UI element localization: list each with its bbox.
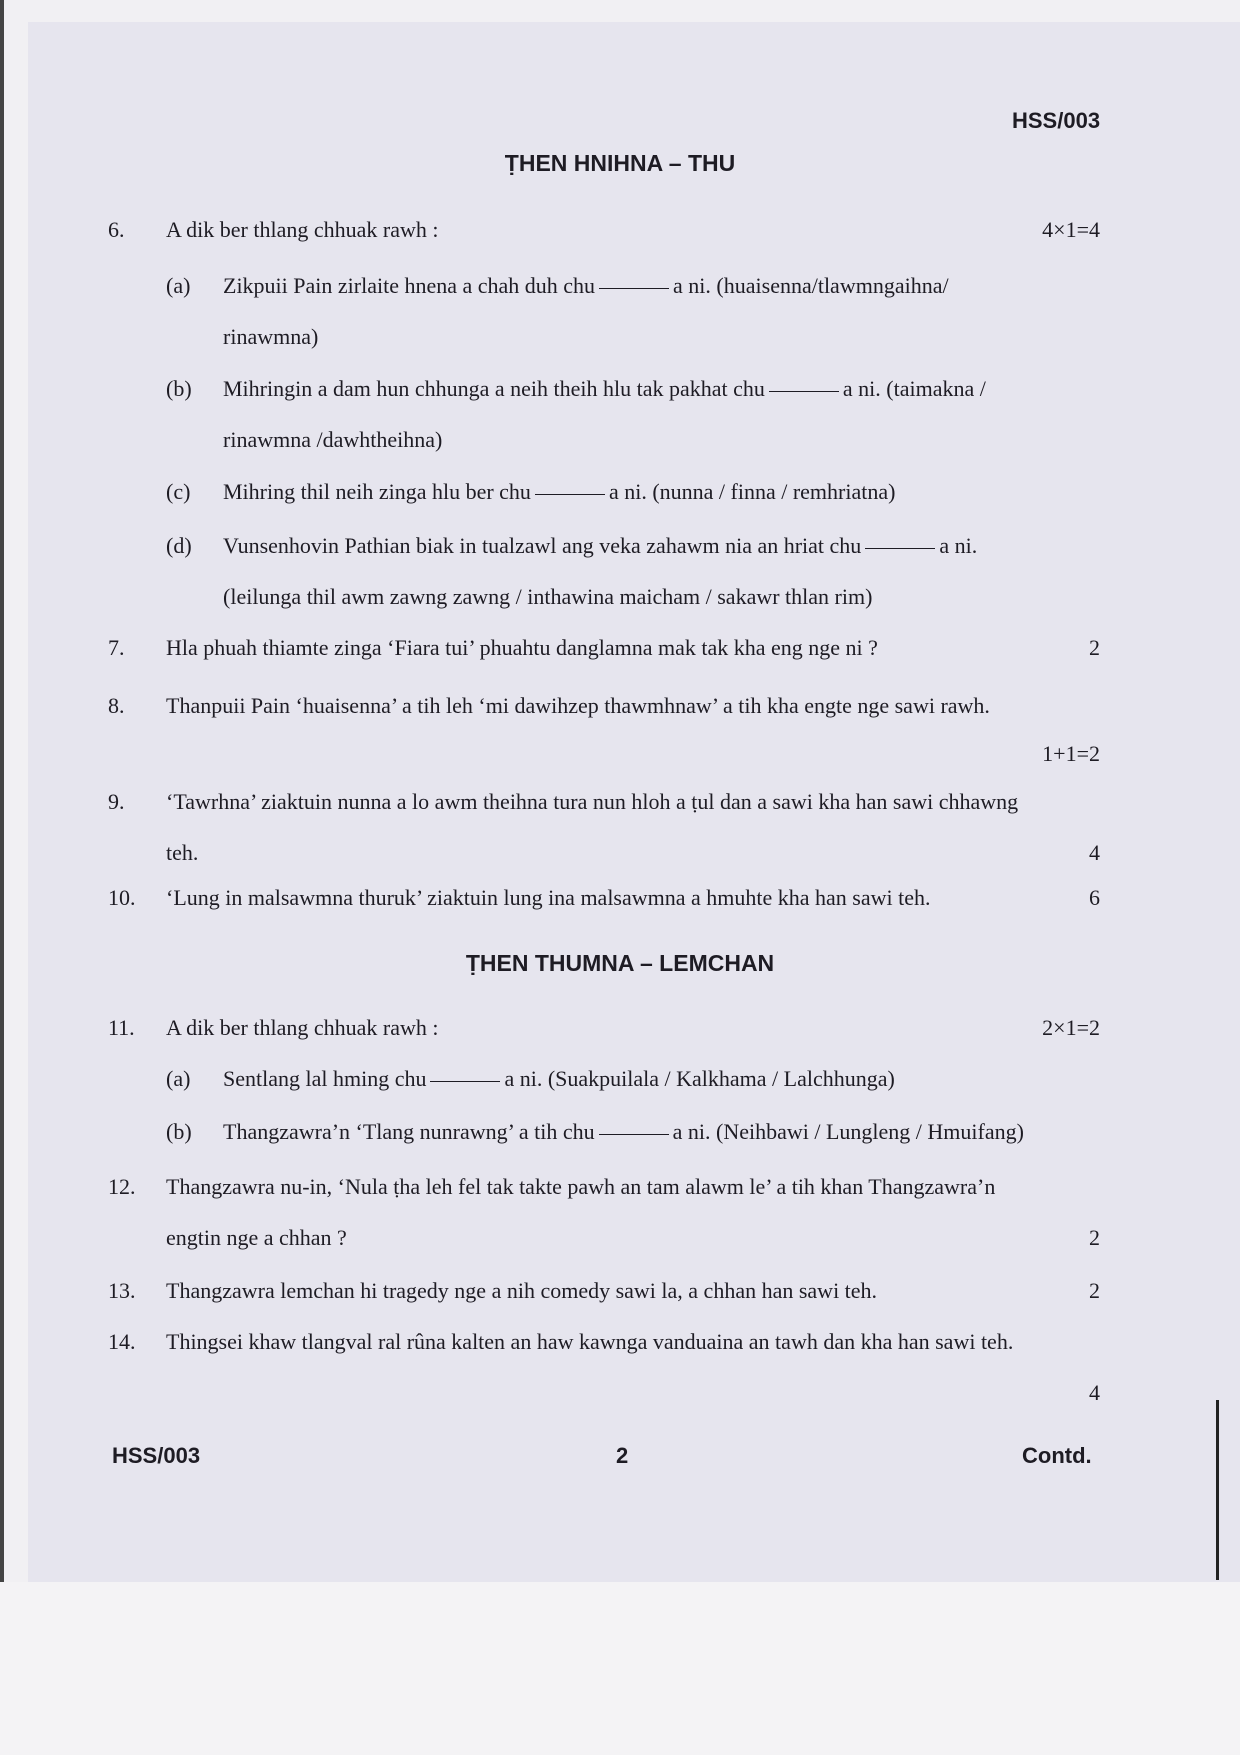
question-9 — [0, 776, 1240, 878]
question-number: 12. — [108, 1174, 136, 1199]
question-number: 9. — [108, 789, 125, 814]
question-marks: 2×1=2 — [1042, 1015, 1100, 1040]
sub-text: Vunsenhovin Pathian biak in tualzawl ang veka zahawm nia an hriat chu a ni. (leilunga thil awm zawng zawng / inthawina maicham / sakawr thlan rim) — [223, 533, 978, 609]
footer-page-number: 2 — [616, 1443, 629, 1468]
question-marks: 4×1=4 — [1042, 217, 1100, 242]
sub-text: Mihring thil neih zinga hlu ber chu a ni. (nunna / finna / remhriatna) — [223, 479, 896, 504]
question-text: ‘Tawrhna’ ziaktuin nunna a lo awm theihna tura nun hloh a ṭul dan a sawi kha han sawi chhawng teh. — [166, 789, 1019, 865]
question-text: Thangzawra lemchan hi tragedy nge a nih comedy sawi la, a chhan han sawi teh. — [166, 1278, 878, 1303]
question-number: 7. — [108, 635, 125, 660]
sub-label: (d) — [166, 533, 192, 558]
question-text: Thanpuii Pain ‘huaisenna’ a tih leh ‘mi dawihzep thawmhnaw’ a tih kha engte nge sawi rawh. — [166, 693, 990, 718]
sub-label: (b) — [166, 376, 192, 401]
question-10 — [0, 872, 1240, 923]
sub-text: Mihringin a dam hun chhunga a neih theih hlu tak pakhat chu a ni. (taimakna / rinawmna /dawhtheihna) — [223, 376, 986, 452]
question-marks: 4 — [1089, 840, 1100, 865]
question-11 — [0, 1002, 1240, 1053]
question-marks: 6 — [1089, 885, 1100, 910]
answer-blank — [535, 493, 605, 495]
section-title-then-thumna: ṬHEN THUMNA – LEMCHAN — [465, 950, 775, 976]
section-title-then-hnihna: ṬHEN HNIHNA – THU — [504, 150, 736, 176]
answer-blank — [599, 287, 669, 289]
question-12 — [0, 1161, 1240, 1263]
question-marks: 4 — [1089, 1380, 1100, 1405]
question-text: A dik ber thlang chhuak rawh : — [166, 217, 439, 242]
question-7 — [0, 622, 1240, 673]
sub-text: Thangzawra’n ‘Tlang nunrawng’ a tih chu a ni. (Neihbawi / Lungleng / Hmuifang) — [223, 1119, 1024, 1144]
answer-blank — [430, 1080, 500, 1082]
question-marks: 2 — [1089, 1225, 1100, 1250]
question-number: 6. — [108, 217, 125, 242]
footer-paper-code: HSS/003 — [112, 1443, 201, 1468]
question-number: 13. — [108, 1278, 136, 1303]
sub-label: (a) — [166, 273, 191, 298]
sub-label: (c) — [166, 479, 191, 504]
question-14 — [0, 1316, 1240, 1418]
question-number: 8. — [108, 693, 125, 718]
question-8 — [0, 680, 1240, 782]
footer-contd: Contd. — [1022, 1443, 1092, 1468]
scan-edge-line — [1216, 1400, 1219, 1580]
header-paper-code: HSS/003 — [1012, 108, 1101, 133]
sub-label: (a) — [166, 1066, 191, 1091]
answer-blank — [769, 390, 839, 392]
question-6 — [0, 204, 1240, 255]
question-text: Hla phuah thiamte zinga ‘Fiara tui’ phuahtu danglamna mak tak kha eng nge ni ? — [166, 635, 878, 660]
question-text: Thangzawra nu-in, ‘Nula ṭha leh fel tak takte pawh an tam alawm le’ a tih khan Thangzawra’n engtin nge a chhan ? — [166, 1174, 996, 1250]
question-text: Thingsei khaw tlangval ral rûna kalten an haw kawnga vanduaina an tawh dan kha han sawi teh. — [166, 1329, 1014, 1354]
question-marks: 2 — [1089, 635, 1100, 660]
question-text: ‘Lung in malsawmna thuruk’ ziaktuin lung ina malsawmna a hmuhte kha han sawi teh. — [166, 885, 931, 910]
answer-blank — [599, 1133, 669, 1135]
sub-text: Sentlang lal hming chu a ni. (Suakpuilala / Kalkhama / Lalchhunga) — [223, 1066, 895, 1091]
question-13 — [0, 1265, 1240, 1316]
sub-label: (b) — [166, 1119, 192, 1144]
question-marks: 2 — [1089, 1278, 1100, 1303]
sub-text: Zikpuii Pain zirlaite hnena a chah duh chu a ni. (huaisenna/tlawmngaihna/ rinawmna) — [223, 273, 949, 349]
question-text: A dik ber thlang chhuak rawh : — [166, 1015, 439, 1040]
question-number: 10. — [108, 885, 136, 910]
question-marks: 1+1=2 — [1042, 741, 1100, 766]
answer-blank — [865, 547, 935, 549]
scan-bottom-margin — [0, 1582, 1240, 1755]
question-number: 11. — [108, 1015, 135, 1040]
question-number: 14. — [108, 1329, 136, 1354]
